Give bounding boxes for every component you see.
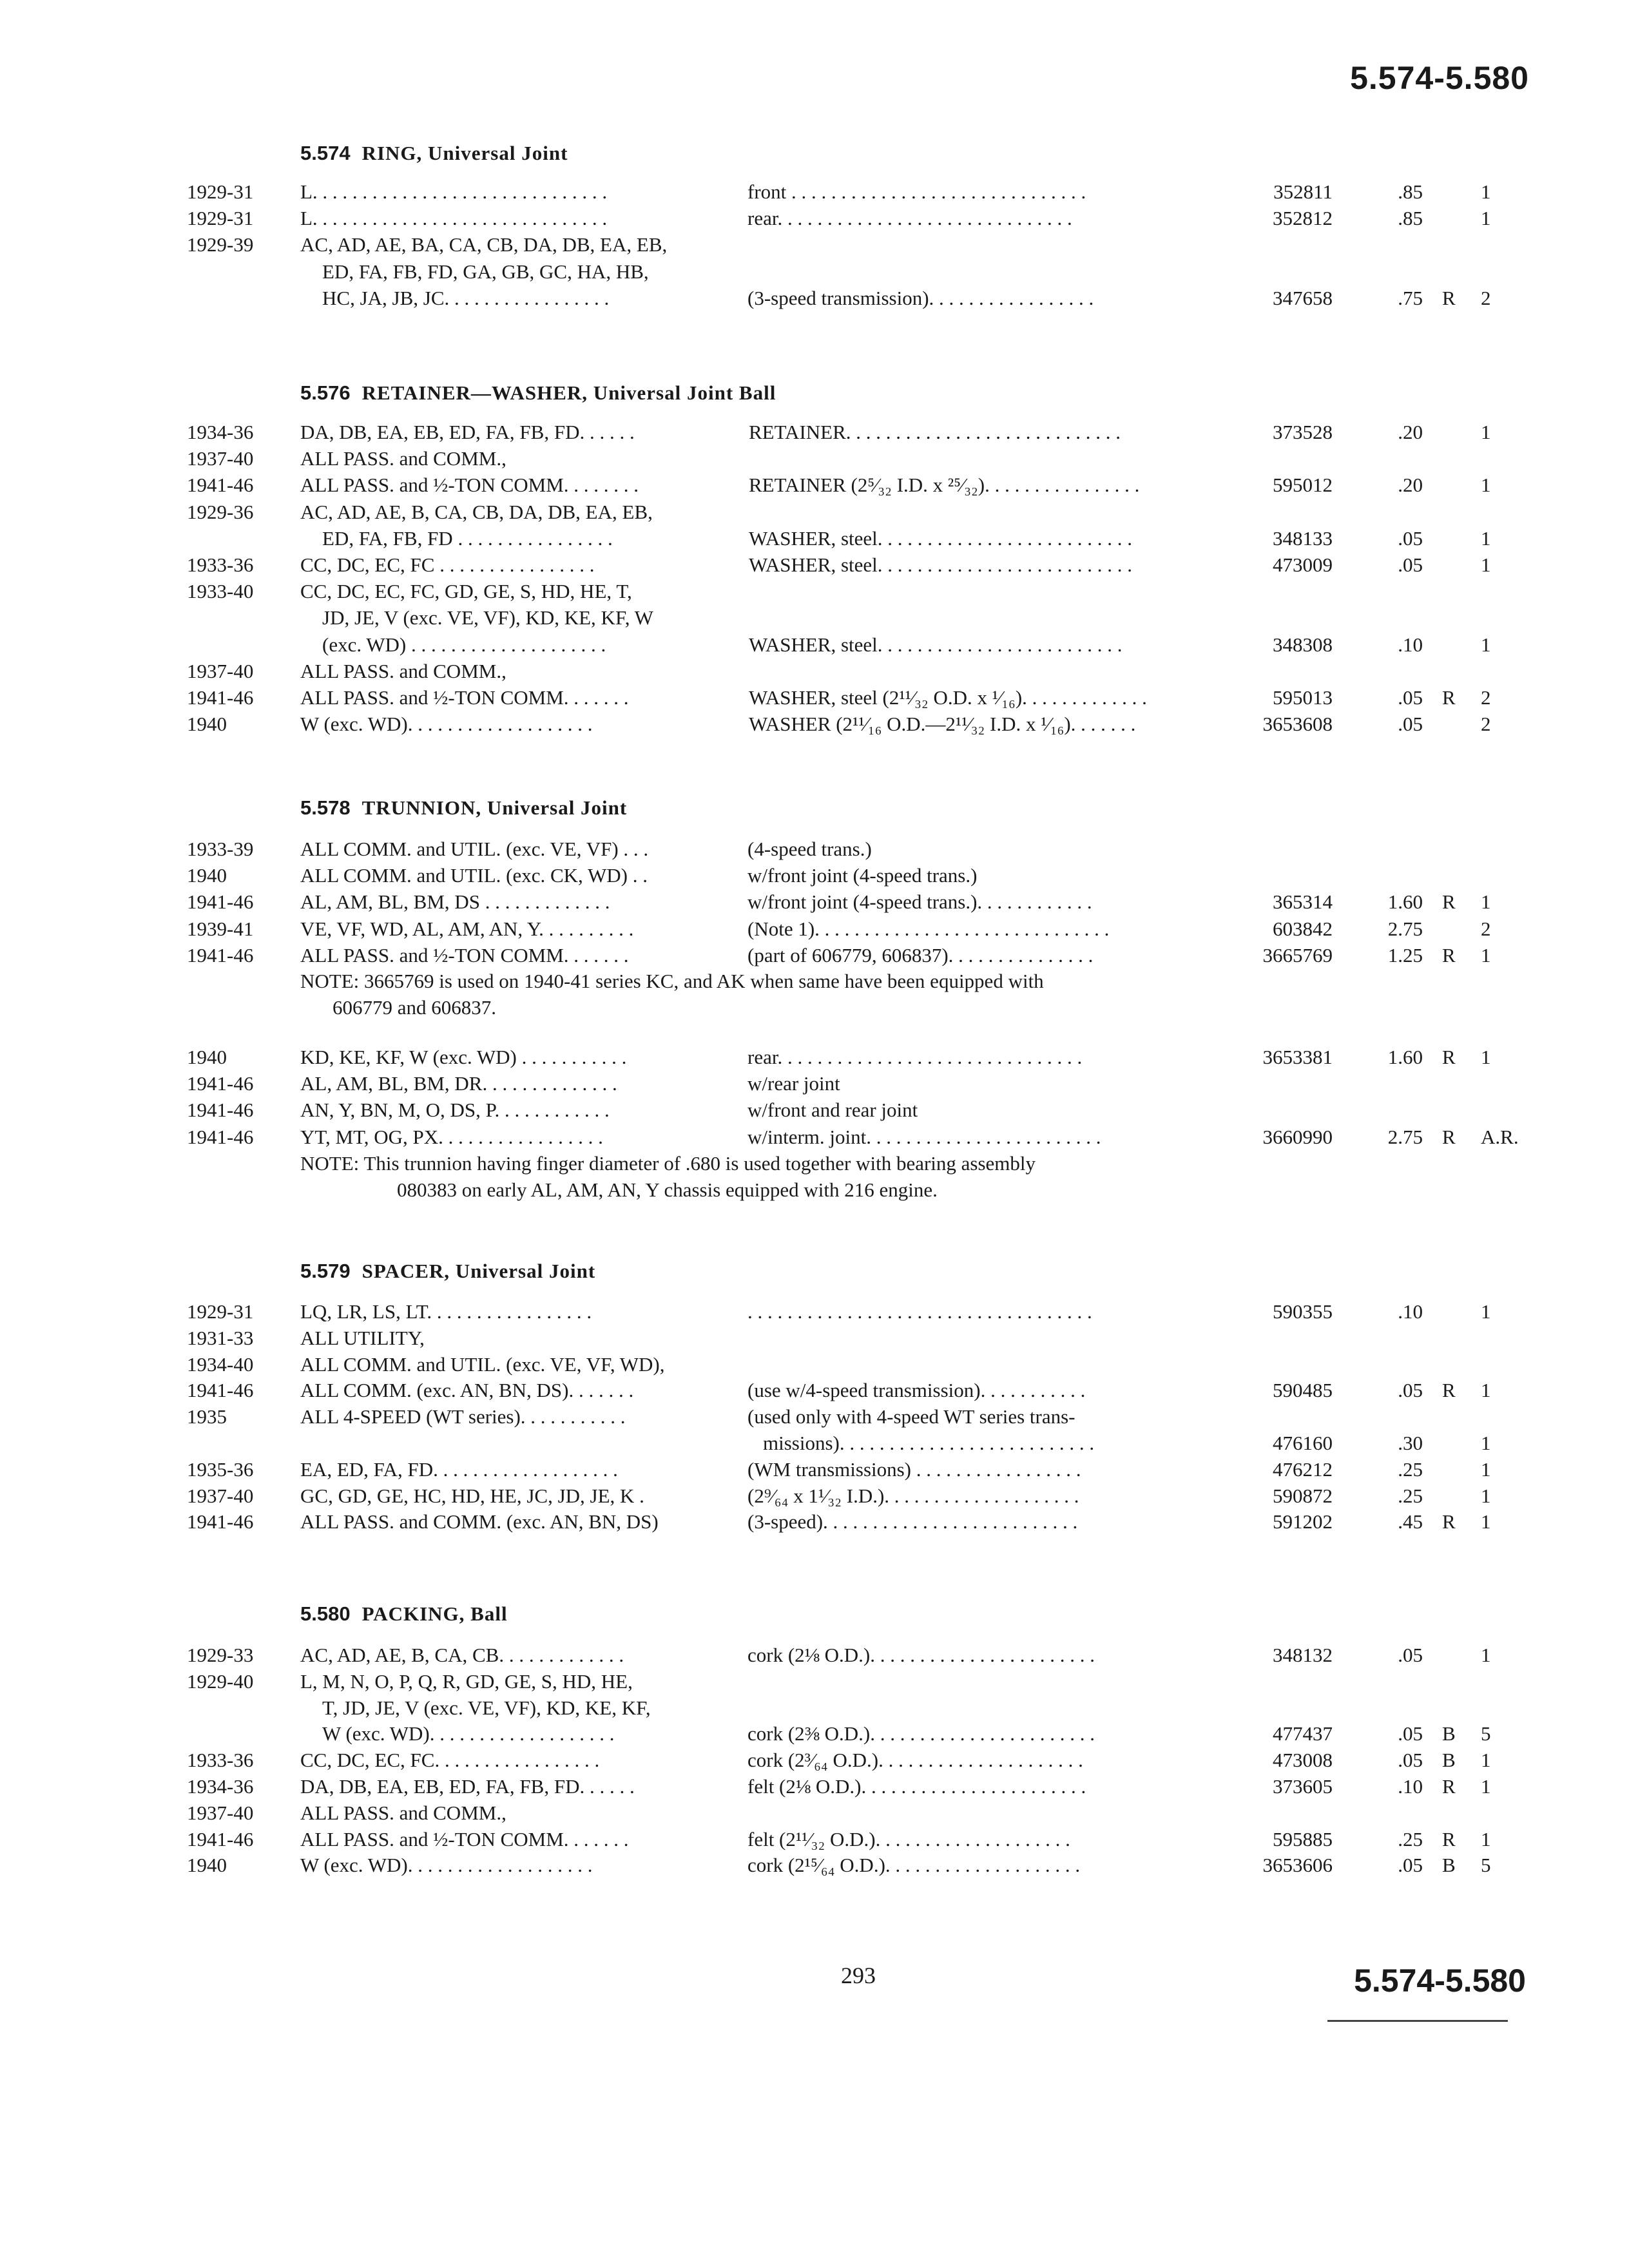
row-price: .20 (1398, 421, 1423, 443)
row-models: DA, DB, EA, EB, ED, FA, FB, FD. . . . . . (300, 1775, 635, 1798)
row-code: R (1442, 943, 1456, 966)
row-quantity: 1 (1481, 474, 1491, 497)
row-quantity: 5 (1481, 1722, 1491, 1745)
row-price: .05 (1398, 713, 1423, 736)
row-models: ALL PASS. and COMM., (300, 659, 506, 682)
section-number: 5.576 (300, 381, 351, 404)
parts-row (0, 916, 1629, 942)
row-code: R (1442, 1827, 1456, 1850)
row-quantity: 1 (1481, 180, 1491, 203)
row-quantity: 1 (1481, 890, 1491, 914)
row-years: 1933-40 (187, 580, 254, 603)
parts-row (0, 231, 1629, 258)
row-part-number: 348308 (1273, 633, 1333, 656)
row-part-number: 347658 (1273, 286, 1333, 309)
row-description: (part of 606779, 606837). . . . . . . . . . . . . . . (747, 943, 1094, 966)
parts-row (0, 1124, 1629, 1150)
row-models: EA, ED, FA, FD. . . . . . . . . . . . . . . . . . . (300, 1457, 618, 1481)
row-description: front . . . . . . . . . . . . . . . . . . . . . . . . . . . . . . (747, 180, 1086, 203)
row-price: 1.60 (1387, 890, 1423, 914)
row-years: 1931-33 (187, 1326, 254, 1349)
parts-row (0, 658, 1629, 684)
note-line: NOTE: This trunnion having finger diameter of .680 is used together with bearing assembly (300, 1152, 1036, 1175)
row-part-number: 473008 (1273, 1749, 1333, 1772)
row-years: 1929-31 (187, 207, 254, 230)
row-code: R (1442, 1046, 1456, 1068)
row-quantity: 1 (1481, 1644, 1491, 1666)
row-part-number: 3665769 (1262, 943, 1333, 966)
parts-row (0, 1298, 1629, 1325)
section-name: SPACER, Universal Joint (361, 1260, 596, 1282)
parts-row (0, 1097, 1629, 1123)
row-price: .10 (1398, 633, 1423, 656)
row-years: 1934-36 (187, 421, 254, 443)
row-price: .05 (1398, 1722, 1423, 1745)
row-models: ALL COMM. and UTIL. (exc. CK, WD) . . (300, 864, 648, 887)
row-years: 1941-46 (187, 1072, 254, 1095)
row-description: w/rear joint (747, 1072, 840, 1095)
row-part-number: 352811 (1273, 180, 1333, 203)
section-name: RETAINER—WASHER, Universal Joint Ball (361, 381, 776, 404)
page-number: 293 (841, 1963, 876, 1988)
parts-row (0, 1642, 1629, 1668)
parts-row (0, 1430, 1629, 1456)
row-years: 1929-31 (187, 1300, 254, 1323)
section-name: PACKING, Ball (361, 1602, 508, 1625)
section-title (300, 796, 627, 820)
row-years: 1929-40 (187, 1669, 254, 1693)
row-models: ALL PASS. and COMM., (300, 447, 506, 470)
row-years: 1937-40 (187, 447, 254, 470)
parts-row (0, 1800, 1629, 1826)
row-quantity: 1 (1481, 1300, 1491, 1323)
row-models: KD, KE, KF, W (exc. WD) . . . . . . . . . . . (300, 1046, 627, 1068)
row-models: ALL PASS. and COMM., (300, 1801, 506, 1824)
row-code: R (1442, 286, 1456, 309)
row-models: ALL COMM. and UTIL. (exc. VE, VF) . . . (300, 838, 649, 860)
parts-row (0, 258, 1629, 285)
row-part-number: 365314 (1273, 890, 1333, 914)
row-code: R (1442, 1775, 1456, 1798)
parts-row (0, 711, 1629, 737)
row-price: .05 (1398, 1644, 1423, 1666)
row-description: (4-speed trans.) (747, 838, 872, 860)
row-models: AL, AM, BL, BM, DR. . . . . . . . . . . . . . (300, 1072, 617, 1095)
parts-row (0, 472, 1629, 498)
row-price: .25 (1398, 1457, 1423, 1481)
row-description: (use w/4-speed transmission). . . . . . . . . . . (747, 1379, 1086, 1402)
row-quantity: A.R. (1481, 1125, 1519, 1148)
row-models: JD, JE, V (exc. VE, VF), KD, KE, KF, W (322, 606, 653, 629)
row-quantity: 1 (1481, 1046, 1491, 1068)
section-number: 5.580 (300, 1602, 351, 1625)
row-quantity: 1 (1481, 207, 1491, 230)
row-description: w/interm. joint. . . . . . . . . . . . . . . . . . . . . . . . (747, 1125, 1101, 1148)
note-line: NOTE: 3665769 is used on 1940-41 series KC, and AK when same have been equipped with (300, 970, 1044, 992)
parts-row (0, 1508, 1629, 1535)
row-models: CC, DC, EC, FC, GD, GE, S, HD, HE, T, (300, 580, 632, 603)
parts-row (0, 1852, 1629, 1878)
note-line: 606779 and 606837. (333, 996, 497, 1019)
row-models: W (exc. WD). . . . . . . . . . . . . . . . . . . (300, 713, 593, 736)
parts-row (0, 1720, 1629, 1747)
row-part-number: 476212 (1273, 1457, 1333, 1481)
row-models: YT, MT, OG, PX. . . . . . . . . . . . . . . . . (300, 1125, 603, 1148)
row-part-number: 590872 (1273, 1484, 1333, 1507)
row-models: W (exc. WD). . . . . . . . . . . . . . . . . . . (322, 1722, 615, 1745)
row-code: B (1442, 1854, 1456, 1877)
row-years: 1940 (187, 1854, 227, 1877)
parts-row (0, 285, 1629, 311)
row-years: 1934-40 (187, 1352, 254, 1376)
row-price: .10 (1398, 1775, 1423, 1798)
row-part-number: 603842 (1273, 917, 1333, 940)
row-years: 1937-40 (187, 659, 254, 682)
note-line: 080383 on early AL, AM, AN, Y chassis equipped with 216 engine. (397, 1178, 938, 1201)
row-code: R (1442, 890, 1456, 914)
row-description: . . . . . . . . . . . . . . . . . . . . . . . . . . . . . . . . . . . (747, 1300, 1092, 1323)
parts-row (0, 1456, 1629, 1483)
section-title (300, 381, 776, 405)
row-models: L. . . . . . . . . . . . . . . . . . . . . . . . . . . . . . (300, 180, 608, 203)
row-models: W (exc. WD). . . . . . . . . . . . . . . . . . . (300, 1854, 593, 1877)
section-name: TRUNNION, Universal Joint (361, 796, 628, 819)
row-code: R (1442, 686, 1456, 709)
row-description: w/front joint (4-speed trans.). . . . . . . . . . . . (747, 890, 1092, 914)
row-description: rear. . . . . . . . . . . . . . . . . . . . . . . . . . . . . . (747, 207, 1072, 230)
row-description: (Note 1). . . . . . . . . . . . . . . . . . . . . . . . . . . . . . (747, 917, 1110, 940)
row-part-number: 3660990 (1262, 1125, 1333, 1148)
row-description: rear. . . . . . . . . . . . . . . . . . . . . . . . . . . . . . . (747, 1046, 1083, 1068)
row-part-number: 348133 (1273, 526, 1333, 550)
row-quantity: 2 (1481, 917, 1491, 940)
row-price: .05 (1398, 686, 1423, 709)
row-description: cork (2⅛ O.D.). . . . . . . . . . . . . . . . . . . . . . . (747, 1644, 1095, 1666)
row-description: WASHER, steel. . . . . . . . . . . . . . . . . . . . . . . . . (749, 633, 1123, 656)
row-models: L, M, N, O, P, Q, R, GD, GE, S, HD, HE, (300, 1669, 633, 1693)
parts-row (0, 205, 1629, 231)
row-models: ALL COMM. and UTIL. (exc. VE, VF, WD), (300, 1352, 665, 1376)
row-quantity: 1 (1481, 421, 1491, 443)
parts-row (0, 889, 1629, 915)
row-models: T, JD, JE, V (exc. VE, VF), KD, KE, KF, (322, 1696, 651, 1719)
section-title (300, 142, 568, 165)
row-description: (WM transmissions) . . . . . . . . . . . . . . . . . (747, 1457, 1081, 1481)
row-models: LQ, LR, LS, LT. . . . . . . . . . . . . . . . . (300, 1300, 592, 1323)
row-quantity: 1 (1481, 1827, 1491, 1850)
row-models: ALL PASS. and ½-TON COMM. . . . . . . (300, 943, 629, 966)
row-years: 1937-40 (187, 1801, 254, 1824)
row-quantity: 1 (1481, 1379, 1491, 1402)
row-price: 1.60 (1387, 1046, 1423, 1068)
row-description: WASHER, steel (2¹¹⁄₃₂ O.D. x ¹⁄₁₆). . . . . . . . . . . . . (749, 686, 1147, 709)
row-models: HC, JA, JB, JC. . . . . . . . . . . . . . . . . (322, 286, 610, 309)
row-quantity: 1 (1481, 1749, 1491, 1772)
row-years: 1941-46 (187, 686, 254, 709)
row-description: w/front joint (4-speed trans.) (747, 864, 978, 887)
row-price: .85 (1398, 207, 1423, 230)
row-years: 1941-46 (187, 890, 254, 914)
row-part-number: 3653606 (1262, 1854, 1333, 1877)
row-price: .20 (1398, 474, 1423, 497)
row-part-number: 373528 (1273, 421, 1333, 443)
row-models: ALL UTILITY, (300, 1326, 425, 1349)
parts-row (0, 836, 1629, 862)
row-price: .25 (1398, 1484, 1423, 1507)
row-models: ED, FA, FB, FD . . . . . . . . . . . . . . . . (322, 526, 613, 550)
row-models: ALL PASS. and ½-TON COMM. . . . . . . . (300, 474, 639, 497)
parts-row (0, 1325, 1629, 1351)
row-code: R (1442, 1125, 1456, 1148)
parts-row (0, 1377, 1629, 1403)
parts-row (0, 1070, 1629, 1097)
row-quantity: 1 (1481, 1457, 1491, 1481)
row-part-number: 473009 (1273, 553, 1333, 576)
parts-row (0, 1747, 1629, 1773)
row-models: AL, AM, BL, BM, DS . . . . . . . . . . . . . (300, 890, 610, 914)
section-name: RING, Universal Joint (361, 142, 568, 164)
row-quantity: 2 (1481, 286, 1491, 309)
row-part-number: 595885 (1273, 1827, 1333, 1850)
row-years: 1940 (187, 1046, 227, 1068)
row-years: 1941-46 (187, 1379, 254, 1402)
parts-row (0, 445, 1629, 472)
row-quantity: 1 (1481, 1484, 1491, 1507)
row-models: ALL PASS. and ½-TON COMM. . . . . . . (300, 1827, 629, 1850)
row-quantity: 2 (1481, 713, 1491, 736)
row-years: 1929-39 (187, 233, 254, 256)
row-price: .10 (1398, 1300, 1423, 1323)
row-code: B (1442, 1749, 1456, 1772)
parts-row (0, 1773, 1629, 1800)
row-code: B (1442, 1722, 1456, 1745)
row-price: .25 (1398, 1827, 1423, 1850)
parts-row (0, 419, 1629, 445)
row-part-number: 595012 (1273, 474, 1333, 497)
row-years: 1941-46 (187, 943, 254, 966)
row-part-number: 591202 (1273, 1510, 1333, 1533)
parts-row (0, 942, 1629, 968)
row-description: cork (2¹⁵⁄₆₄ O.D.). . . . . . . . . . . . . . . . . . . . (747, 1854, 1081, 1877)
row-years: 1929-33 (187, 1644, 254, 1666)
row-years: 1939-41 (187, 917, 254, 940)
row-part-number: 477437 (1273, 1722, 1333, 1745)
parts-row (0, 178, 1629, 205)
parts-row (0, 1403, 1629, 1430)
parts-row (0, 1483, 1629, 1509)
row-price: 1.25 (1387, 943, 1423, 966)
row-description: missions). . . . . . . . . . . . . . . . . . . . . . . . . . (763, 1432, 1095, 1454)
row-years: 1935-36 (187, 1457, 254, 1481)
row-part-number: 595013 (1273, 686, 1333, 709)
row-description: WASHER, steel. . . . . . . . . . . . . . . . . . . . . . . . . . (749, 553, 1133, 576)
row-models: ED, FA, FB, FD, GA, GB, GC, HA, HB, (322, 260, 649, 283)
header-section-range: 5.574-5.580 (1350, 60, 1529, 96)
row-years: 1941-46 (187, 1510, 254, 1533)
row-years: 1935 (187, 1405, 227, 1428)
row-years: 1929-36 (187, 500, 254, 523)
row-years: 1933-36 (187, 553, 254, 576)
row-quantity: 1 (1481, 1775, 1491, 1798)
row-quantity: 1 (1481, 1510, 1491, 1533)
section-number: 5.579 (300, 1260, 351, 1282)
row-description: felt (2⅛ O.D.). . . . . . . . . . . . . . . . . . . . . . . (747, 1775, 1086, 1798)
section-note (300, 968, 1215, 1021)
row-description: felt (2¹¹⁄₃₂ O.D.). . . . . . . . . . . . . . . . . . . . (747, 1827, 1070, 1850)
parts-row (0, 578, 1629, 604)
row-price: .45 (1398, 1510, 1423, 1533)
scan-artifact-line (1327, 2020, 1508, 2022)
row-code: R (1442, 1510, 1456, 1533)
row-description: (3-speed transmission). . . . . . . . . . . . . . . . . (747, 286, 1094, 309)
row-part-number: 348132 (1273, 1644, 1333, 1666)
row-price: .85 (1398, 180, 1423, 203)
row-part-number: 3653608 (1262, 713, 1333, 736)
parts-row (0, 862, 1629, 889)
parts-row (0, 1695, 1629, 1721)
row-description: WASHER, steel. . . . . . . . . . . . . . . . . . . . . . . . . . (749, 526, 1133, 550)
row-part-number: 352812 (1273, 207, 1333, 230)
row-description: cork (2⅜ O.D.). . . . . . . . . . . . . . . . . . . . . . . (747, 1722, 1095, 1745)
parts-row (0, 1044, 1629, 1070)
row-years: 1940 (187, 713, 227, 736)
row-description: RETAINER. . . . . . . . . . . . . . . . . . . . . . . . . . . . (749, 421, 1121, 443)
row-code: R (1442, 1379, 1456, 1402)
row-price: .05 (1398, 553, 1423, 576)
parts-row (0, 552, 1629, 578)
parts-row (0, 499, 1629, 525)
row-models: CC, DC, EC, FC. . . . . . . . . . . . . . . . . (300, 1749, 600, 1772)
parts-row (0, 1668, 1629, 1695)
row-years: 1941-46 (187, 1125, 254, 1148)
row-price: .75 (1398, 286, 1423, 309)
row-years: 1929-31 (187, 180, 254, 203)
parts-row (0, 525, 1629, 552)
section-number: 5.574 (300, 142, 351, 164)
row-part-number: 590355 (1273, 1300, 1333, 1323)
row-models: AC, AD, AE, B, CA, CB. . . . . . . . . . . . . (300, 1644, 624, 1666)
row-quantity: 1 (1481, 1432, 1491, 1454)
row-years: 1941-46 (187, 1099, 254, 1122)
row-quantity: 5 (1481, 1854, 1491, 1877)
row-quantity: 1 (1481, 943, 1491, 966)
row-years: 1940 (187, 864, 227, 887)
row-years: 1933-36 (187, 1749, 254, 1772)
row-models: ALL PASS. and ½-TON COMM. . . . . . . (300, 686, 629, 709)
row-quantity: 1 (1481, 526, 1491, 550)
row-description: (2⁹⁄₆₄ x 1¹⁄₃₂ I.D.). . . . . . . . . . . . . . . . . . . . (747, 1484, 1079, 1507)
row-quantity: 1 (1481, 633, 1491, 656)
row-models: CC, DC, EC, FC . . . . . . . . . . . . . . . . (300, 553, 595, 576)
row-models: ALL COMM. (exc. AN, BN, DS). . . . . . . (300, 1379, 634, 1402)
row-models: (exc. WD) . . . . . . . . . . . . . . . . . . . . (322, 633, 606, 656)
parts-row (0, 604, 1629, 631)
parts-row (0, 631, 1629, 658)
row-models: ALL PASS. and COMM. (exc. AN, BN, DS) (300, 1510, 659, 1533)
row-models: ALL 4-SPEED (WT series). . . . . . . . . . . (300, 1405, 626, 1428)
row-quantity: 2 (1481, 686, 1491, 709)
section-note (300, 1150, 1215, 1203)
row-models: AN, Y, BN, M, O, DS, P. . . . . . . . . . . . (300, 1099, 610, 1122)
row-price: .05 (1398, 1379, 1423, 1402)
row-years: 1941-46 (187, 474, 254, 497)
row-models: DA, DB, EA, EB, ED, FA, FB, FD. . . . . . (300, 421, 635, 443)
parts-row (0, 1826, 1629, 1852)
row-models: GC, GD, GE, HC, HD, HE, JC, JD, JE, K . (300, 1484, 644, 1507)
row-years: 1941-46 (187, 1827, 254, 1850)
row-part-number: 3653381 (1262, 1046, 1333, 1068)
row-description: (used only with 4-speed WT series trans- (747, 1405, 1075, 1428)
row-description: WASHER (2¹¹⁄₁₆ O.D.—2¹¹⁄₃₂ I.D. x ¹⁄₁₆). . . . . . . (749, 713, 1136, 736)
parts-row (0, 684, 1629, 711)
row-price: .05 (1398, 526, 1423, 550)
row-description: RETAINER (2⁵⁄₃₂ I.D. x ²⁵⁄₃₂). . . . . . . . . . . . . . . . (749, 474, 1140, 497)
row-price: .05 (1398, 1749, 1423, 1772)
row-part-number: 590485 (1273, 1379, 1333, 1402)
row-price: .05 (1398, 1854, 1423, 1877)
section-title (300, 1602, 508, 1626)
row-price: .30 (1398, 1432, 1423, 1454)
row-description: w/front and rear joint (747, 1099, 918, 1122)
row-quantity: 1 (1481, 553, 1491, 576)
row-models: L. . . . . . . . . . . . . . . . . . . . . . . . . . . . . . (300, 207, 608, 230)
row-part-number: 373605 (1273, 1775, 1333, 1798)
parts-row (0, 1351, 1629, 1378)
row-models: AC, AD, AE, B, CA, CB, DA, DB, EA, EB, (300, 500, 653, 523)
row-years: 1937-40 (187, 1484, 254, 1507)
row-price: 2.75 (1387, 917, 1423, 940)
row-models: AC, AD, AE, BA, CA, CB, DA, DB, EA, EB, (300, 233, 668, 256)
footer-section-range: 5.574-5.580 (1354, 1963, 1526, 1999)
row-description: (3-speed). . . . . . . . . . . . . . . . . . . . . . . . . . (747, 1510, 1078, 1533)
section-number: 5.578 (300, 796, 351, 819)
section-title (300, 1260, 595, 1283)
row-price: 2.75 (1387, 1125, 1423, 1148)
row-years: 1934-36 (187, 1775, 254, 1798)
row-part-number: 476160 (1273, 1432, 1333, 1454)
row-years: 1933-39 (187, 838, 254, 860)
row-models: VE, VF, WD, AL, AM, AN, Y. . . . . . . . . . (300, 917, 634, 940)
row-description: cork (2³⁄₆₄ O.D.). . . . . . . . . . . . . . . . . . . . . (747, 1749, 1083, 1772)
